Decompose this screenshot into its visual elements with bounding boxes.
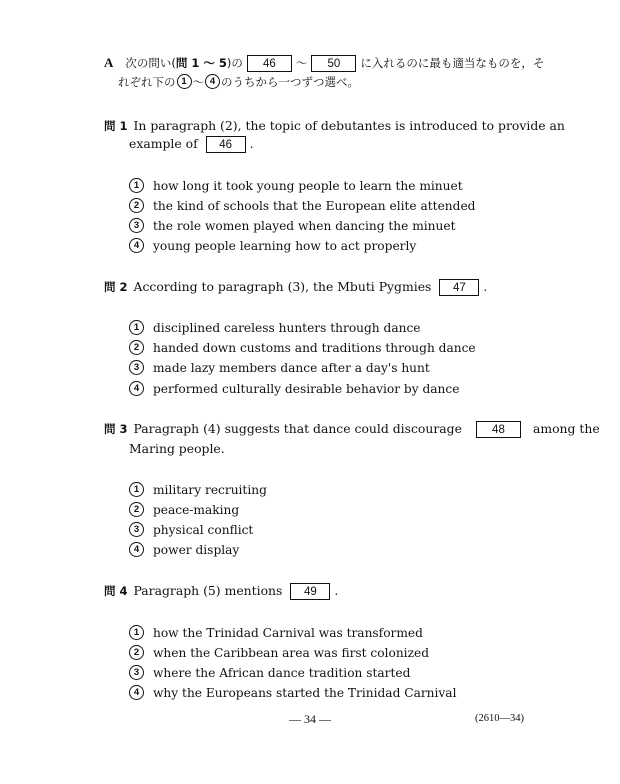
circled-number-icon: 1 — [129, 482, 144, 497]
answer-box-47: 47 — [439, 279, 479, 296]
option-text: made lazy members dance after a day's hunt — [153, 361, 430, 375]
question-label: 問 1 — [104, 119, 128, 133]
question-punct: . — [334, 583, 339, 598]
question-text: Paragraph (5) mentions — [133, 583, 283, 598]
intro-tilde2: ～ — [192, 75, 204, 89]
circled-number-icon: 4 — [129, 542, 144, 557]
option-text: the role women played when dancing the minuet — [153, 219, 456, 233]
intro-range: 問 1 ～ 5 — [175, 56, 227, 70]
question-label: 問 2 — [104, 280, 128, 294]
option-text: when the Caribbean area was first colonized — [153, 646, 430, 660]
option-row[interactable] — [129, 664, 410, 682]
option-text: young people learning how to act properly — [153, 239, 417, 253]
question-text: Maring people. — [129, 441, 225, 456]
question-text-after: among the — [532, 421, 600, 436]
option-row[interactable] — [129, 521, 253, 539]
circled-number-icon: 3 — [129, 522, 144, 537]
circled-number-icon: 1 — [129, 178, 144, 193]
question-1-line1 — [104, 117, 565, 135]
question-text: example of — [129, 136, 198, 151]
option-row[interactable] — [129, 339, 476, 357]
option-row[interactable] — [129, 644, 429, 662]
option-text: how long it took young people to learn the minuet — [153, 179, 463, 193]
question-1-line2 — [129, 135, 254, 153]
circled-number-icon: 3 — [129, 665, 144, 680]
option-row[interactable] — [129, 197, 475, 215]
option-text: military recruiting — [153, 483, 267, 497]
question-text: According to paragraph (3), the Mbuti Pygmies — [133, 279, 432, 294]
circled-number-icon: 4 — [205, 74, 220, 89]
option-row[interactable] — [129, 359, 430, 377]
option-row[interactable] — [129, 380, 459, 398]
intro-text-3: に入れるのに最も適当なものを，そ — [360, 56, 545, 70]
option-text: how the Trinidad Carnival was transformed — [153, 626, 423, 640]
circled-number-icon: 4 — [129, 238, 144, 253]
intro-text-2: )の — [226, 56, 243, 70]
option-text: power display — [153, 543, 240, 557]
option-text: why the Europeans started the Trinidad Carnival — [153, 686, 457, 700]
circled-number-icon: 2 — [129, 645, 144, 660]
answer-box-48: 48 — [476, 421, 521, 438]
question-3-line1 — [104, 420, 600, 438]
circled-number-icon: 2 — [129, 502, 144, 517]
section-instructions-line2 — [118, 73, 359, 91]
circled-number-icon: 4 — [129, 685, 144, 700]
option-text: disciplined careless hunters through dance — [153, 321, 421, 335]
intro-tilde: ～ — [295, 56, 308, 70]
option-text: performed culturally desirable behavior by dance — [153, 382, 460, 396]
intro-text-1: 次の問い( — [125, 56, 176, 70]
answer-box-end: 50 — [311, 55, 356, 72]
question-label: 問 4 — [104, 584, 128, 598]
option-text: where the African dance tradition started — [153, 666, 411, 680]
intro-line2-b: のうちから一つずつ選べ。 — [221, 75, 359, 89]
answer-box-46: 46 — [206, 136, 246, 153]
circled-number-icon: 2 — [129, 198, 144, 213]
option-row[interactable] — [129, 177, 463, 195]
question-2-line1 — [104, 278, 487, 296]
option-text: peace-making — [153, 503, 240, 517]
option-row[interactable] — [129, 319, 421, 337]
question-3-line2 — [129, 440, 225, 458]
option-row[interactable] — [129, 684, 456, 702]
question-text: Paragraph (4) suggests that dance could discourage — [133, 421, 462, 436]
page-number: — 34 — — [289, 712, 331, 726]
answer-box-49: 49 — [290, 583, 330, 600]
circled-number-icon: 1 — [177, 74, 192, 89]
option-row[interactable] — [129, 481, 267, 499]
option-row[interactable] — [129, 237, 416, 255]
circled-number-icon: 2 — [129, 340, 144, 355]
question-label: 問 3 — [104, 422, 128, 436]
circled-number-icon: 4 — [129, 381, 144, 396]
question-text: In paragraph (2), the topic of debutantes is introduced to provide an — [133, 118, 565, 133]
option-text: the kind of schools that the European elite attended — [153, 199, 476, 213]
circled-number-icon: 1 — [129, 625, 144, 640]
option-row[interactable] — [129, 217, 455, 235]
section-letter: A — [104, 55, 114, 70]
document-code: (2610—34) — [475, 713, 524, 724]
option-text: physical conflict — [153, 523, 254, 537]
answer-box-start: 46 — [247, 55, 292, 72]
option-text: handed down customs and traditions through dance — [153, 341, 476, 355]
circled-number-icon: 3 — [129, 218, 144, 233]
circled-number-icon: 1 — [129, 320, 144, 335]
option-row[interactable] — [129, 541, 239, 559]
circled-number-icon: 3 — [129, 360, 144, 375]
option-row[interactable] — [129, 624, 423, 642]
question-4-line1 — [104, 582, 338, 600]
intro-line2-a: れぞれ下の — [118, 75, 176, 89]
option-row[interactable] — [129, 501, 239, 519]
section-instructions-line1 — [104, 54, 544, 72]
question-punct: . — [483, 279, 488, 294]
question-punct: . — [249, 136, 254, 151]
